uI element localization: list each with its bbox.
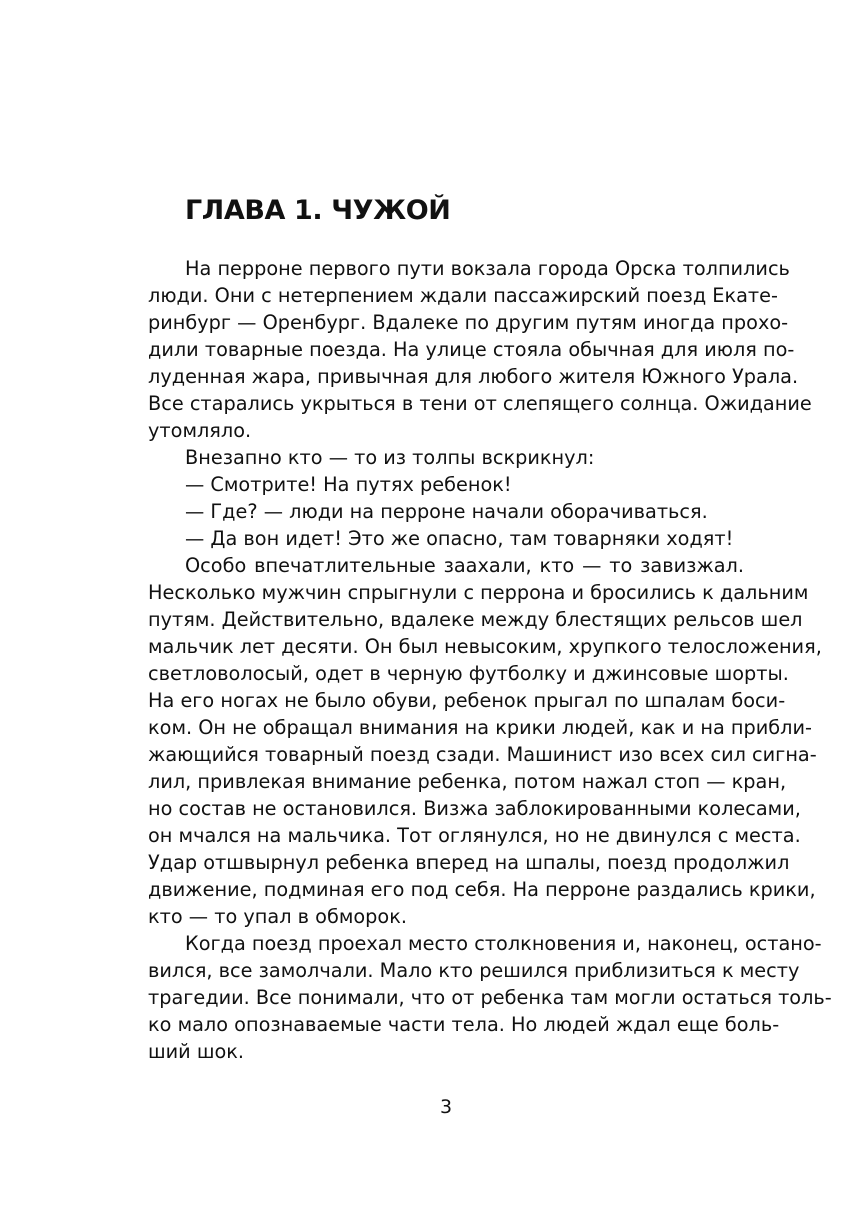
- text-line: Особо впечатлительные заахали, кто — то завизжал.: [185, 554, 744, 577]
- chapter-body-text: [148, 255, 832, 1065]
- text-line: — Смотрите! На путях ребенок!: [185, 473, 512, 496]
- page-number: 3: [439, 1096, 453, 1118]
- text-line: путям. Действительно, вдалеке между блестящих рельсов шел: [148, 608, 803, 631]
- book-page: [148, 0, 832, 1211]
- text-line: жающийся товарный поезд сзади. Машинист изо всех сил сигна-: [148, 743, 817, 766]
- text-line: — Где? — люди на перроне начали оборачиваться.: [185, 500, 708, 523]
- text-line: трагедии. Все понимали, что от ребенка там могли остаться толь-: [148, 986, 832, 1009]
- text-line: Несколько мужчин спрыгнули с перрона и бросились к дальним: [148, 581, 809, 604]
- text-line: На перроне первого пути вокзала города Орска толпились: [185, 257, 790, 280]
- text-line: дили товарные поезда. На улице стояла обычная для июля по-: [148, 338, 795, 361]
- text-line: кто — то упал в обморок.: [148, 905, 407, 928]
- text-line: На его ногах не было обуви, ребенок прыгал по шпалам боси-: [148, 689, 786, 712]
- text-line: Все старались укрыться в тени от слепящего солнца. Ожидание: [148, 392, 812, 415]
- text-line: светловолосый, одет в черную футболку и джинсовые шорты.: [148, 662, 789, 685]
- text-line: вился, все замолчали. Мало кто решился приблизиться к месту: [148, 959, 800, 982]
- chapter-title: ГЛАВА 1. ЧУЖОЙ: [185, 195, 451, 226]
- text-line: утомляло.: [148, 419, 252, 442]
- text-line: он мчался на мальчика. Тот оглянулся, но не двинулся с места.: [148, 824, 801, 847]
- text-line: Удар отшвырнул ребенка вперед на шпалы, поезд продолжил: [148, 851, 790, 874]
- text-line: ко мало опознаваемые части тела. Но людей ждал еще боль-: [148, 1013, 780, 1036]
- text-line: ринбург — Оренбург. Вдалеке по другим путям иногда прохо-: [148, 311, 789, 334]
- text-line: лил, привлекая внимание ребенка, потом нажал стоп — кран,: [148, 770, 787, 793]
- text-line: мальчик лет десяти. Он был невысоким, хрупкого телосложения,: [148, 635, 822, 658]
- text-line: Внезапно кто — то из толпы вскрикнул:: [185, 446, 595, 469]
- text-line: Когда поезд проехал место столкновения и, наконец, остано-: [185, 932, 822, 955]
- text-line: ший шок.: [148, 1040, 245, 1063]
- text-line: ком. Он не обращал внимания на крики людей, как и на прибли-: [148, 716, 812, 739]
- text-line: — Да вон идет! Это же опасно, там товарняки ходят!: [185, 527, 734, 550]
- text-line: движение, подминая его под себя. На перроне раздались крики,: [148, 878, 816, 901]
- text-line: но состав не остановился. Визжа заблокированными колесами,: [148, 797, 801, 820]
- text-line: луденная жара, привычная для любого жителя Южного Урала.: [148, 365, 799, 388]
- text-line: люди. Они с нетерпением ждали пассажирский поезд Екате-: [148, 284, 778, 307]
